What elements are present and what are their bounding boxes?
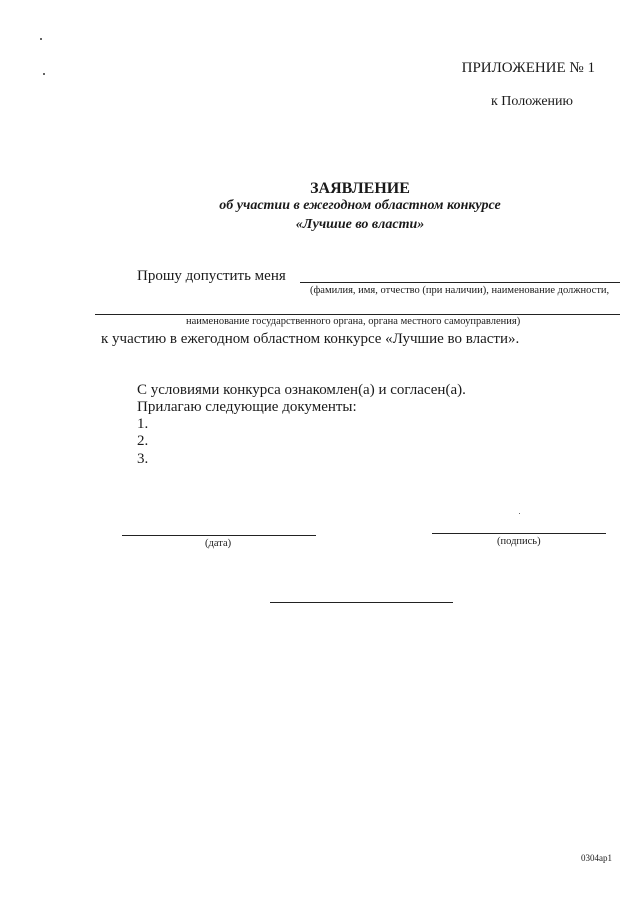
attached-documents-text: Прилагаю следующие документы: [137, 399, 357, 415]
document-code: 0304ар1 [581, 853, 612, 863]
scan-speck [43, 73, 45, 75]
scan-speck [40, 38, 42, 40]
name-fill-line [300, 282, 620, 283]
closing-separator [270, 602, 453, 603]
organization-caption: наименование государственного органа, органа местного самоуправления) [186, 316, 521, 327]
scan-speck [519, 513, 520, 514]
organization-fill-line [95, 314, 620, 315]
agreement-text: С условиями конкурса ознакомлен(а) и согласен(а). [137, 382, 466, 398]
date-fill-line [122, 535, 316, 536]
appendix-number: ПРИЛОЖЕНИЕ № 1 [461, 60, 595, 76]
document-title: ЗАЯВЛЕНИЕ [310, 180, 410, 197]
request-lead: Прошу допустить меня [137, 268, 286, 284]
regulation-reference: к Положению [490, 94, 573, 109]
document-item: 2. [137, 433, 149, 449]
request-continuation: к участию в ежегодном областном конкурсе «Лучшие во власти». [101, 331, 520, 347]
contest-name: «Лучшие во власти» [295, 217, 425, 232]
date-caption: (дата) [205, 538, 232, 549]
document-subtitle: об участии в ежегодном областном конкурсе [219, 198, 501, 213]
signature-fill-line [432, 533, 606, 534]
signature-caption: (подпись) [497, 536, 541, 547]
name-caption: (фамилия, имя, отчество (при наличии), наименование должности, [310, 285, 610, 296]
document-item: 1. [137, 416, 149, 432]
document-item: 3. [137, 451, 149, 467]
